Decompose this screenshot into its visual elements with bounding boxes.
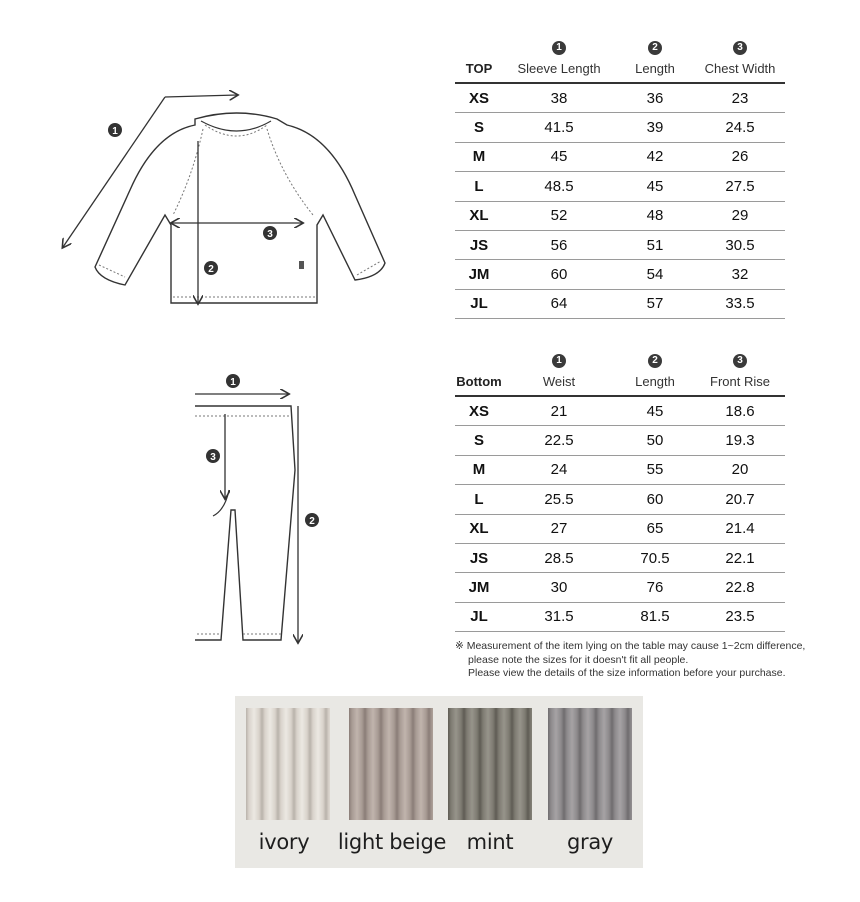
color-label-mint: mint [466, 830, 514, 854]
value-cell: 29 [695, 201, 785, 230]
value-cell: 28.5 [503, 543, 615, 572]
value-cell: 22.5 [503, 426, 615, 455]
swatch-gray [548, 708, 632, 820]
value-cell: 48 [615, 201, 695, 230]
column-header: Weist [503, 374, 615, 396]
table-row [455, 514, 785, 543]
table-row [455, 485, 785, 514]
value-cell: 45 [503, 142, 615, 171]
value-cell: 20 [695, 455, 785, 484]
size-cell: S [455, 113, 503, 142]
value-cell: 56 [503, 230, 615, 259]
size-cell: XL [455, 201, 503, 230]
value-cell: 19.3 [695, 426, 785, 455]
value-cell: 24.5 [695, 113, 785, 142]
size-cell: M [455, 455, 503, 484]
value-cell: 23.5 [695, 602, 785, 631]
value-cell: 23 [695, 83, 785, 113]
pants-outline [195, 406, 295, 640]
value-cell: 22.1 [695, 543, 785, 572]
column-header: Length [615, 61, 695, 83]
value-cell: 45 [615, 396, 695, 426]
value-cell: 38 [503, 83, 615, 113]
column-header: Chest Width [695, 61, 785, 83]
column-header: Length [615, 374, 695, 396]
table-header-label: Bottom [455, 374, 503, 396]
color-swatch-panel [235, 696, 643, 868]
value-cell: 21.4 [695, 514, 785, 543]
table-row [455, 573, 785, 602]
size-cell: XL [455, 514, 503, 543]
size-cell: JM [455, 260, 503, 289]
size-cell: JL [455, 602, 503, 631]
svg-text:2: 2 [208, 264, 214, 275]
table-header-label: TOP [455, 61, 503, 83]
value-cell: 30.5 [695, 230, 785, 259]
top-garment-diagram [55, 85, 395, 315]
table-row [455, 426, 785, 455]
value-cell: 70.5 [615, 543, 695, 572]
badge-2: 2 [648, 354, 662, 368]
value-cell: 21 [503, 396, 615, 426]
table-row [455, 230, 785, 259]
shirt-outline [95, 113, 385, 303]
value-cell: 52 [503, 201, 615, 230]
table-row [455, 83, 785, 113]
size-cell: XS [455, 83, 503, 113]
table-row [455, 289, 785, 318]
value-cell: 65 [615, 514, 695, 543]
note-line: ※ Measurement of the item lying on the table may cause 1~2cm difference, [455, 640, 806, 652]
value-cell: 51 [615, 230, 695, 259]
svg-text:1: 1 [112, 126, 118, 137]
measurement-note [455, 640, 855, 681]
value-cell: 36 [615, 83, 695, 113]
note-line: please note the sizes for it doesn't fit all people. [468, 653, 689, 666]
value-cell: 48.5 [503, 172, 615, 201]
size-cell: JS [455, 543, 503, 572]
table-row [455, 142, 785, 171]
size-cell: XS [455, 396, 503, 426]
size-cell: JM [455, 573, 503, 602]
svg-text:3: 3 [267, 229, 273, 240]
badge-3: 3 [733, 41, 747, 55]
value-cell: 57 [615, 289, 695, 318]
table-row [455, 455, 785, 484]
table-row [455, 260, 785, 289]
value-cell: 60 [503, 260, 615, 289]
value-cell: 60 [615, 485, 695, 514]
value-cell: 22.8 [695, 573, 785, 602]
table-row [455, 396, 785, 426]
value-cell: 30 [503, 573, 615, 602]
badge-2: 2 [648, 41, 662, 55]
size-cell: JL [455, 289, 503, 318]
swatch-mint [448, 708, 532, 820]
table-body [455, 396, 785, 632]
size-cell: L [455, 172, 503, 201]
value-cell: 18.6 [695, 396, 785, 426]
top-size-table [455, 38, 785, 319]
bottom-size-table [455, 351, 785, 632]
value-cell: 27.5 [695, 172, 785, 201]
value-cell: 25.5 [503, 485, 615, 514]
table-row [455, 602, 785, 631]
value-cell: 81.5 [615, 602, 695, 631]
size-cell: M [455, 142, 503, 171]
value-cell: 33.5 [695, 289, 785, 318]
value-cell: 20.7 [695, 485, 785, 514]
size-cell: S [455, 426, 503, 455]
value-cell: 41.5 [503, 113, 615, 142]
value-cell: 42 [615, 142, 695, 171]
swatch-light-beige [349, 708, 433, 820]
table-body [455, 83, 785, 319]
value-cell: 32 [695, 260, 785, 289]
value-cell: 27 [503, 514, 615, 543]
value-cell: 45 [615, 172, 695, 201]
value-cell: 39 [615, 113, 695, 142]
badge-1: 1 [552, 354, 566, 368]
value-cell: 31.5 [503, 602, 615, 631]
value-cell: 76 [615, 573, 695, 602]
value-cell: 26 [695, 142, 785, 171]
badge-1: 1 [552, 41, 566, 55]
table-row [455, 201, 785, 230]
table-row [455, 172, 785, 201]
badge-3: 3 [733, 354, 747, 368]
column-header: Front Rise [695, 374, 785, 396]
color-label-gray: gray [566, 830, 614, 854]
value-cell: 24 [503, 455, 615, 484]
table-row [455, 113, 785, 142]
note-line: Please view the details of the size information before your purchase. [468, 667, 786, 679]
value-cell: 64 [503, 289, 615, 318]
color-label-light-beige: light beige [337, 830, 447, 854]
svg-text:2: 2 [309, 516, 315, 527]
svg-text:3: 3 [210, 452, 216, 463]
column-header: Sleeve Length [503, 61, 615, 83]
color-label-ivory: ivory [258, 830, 310, 854]
value-cell: 55 [615, 455, 695, 484]
value-cell: 54 [615, 260, 695, 289]
swatch-ivory [246, 708, 330, 820]
table-row [455, 543, 785, 572]
size-cell: L [455, 485, 503, 514]
value-cell: 50 [615, 426, 695, 455]
svg-text:1: 1 [230, 377, 236, 388]
size-cell: JS [455, 230, 503, 259]
bottom-garment-diagram [195, 370, 335, 650]
